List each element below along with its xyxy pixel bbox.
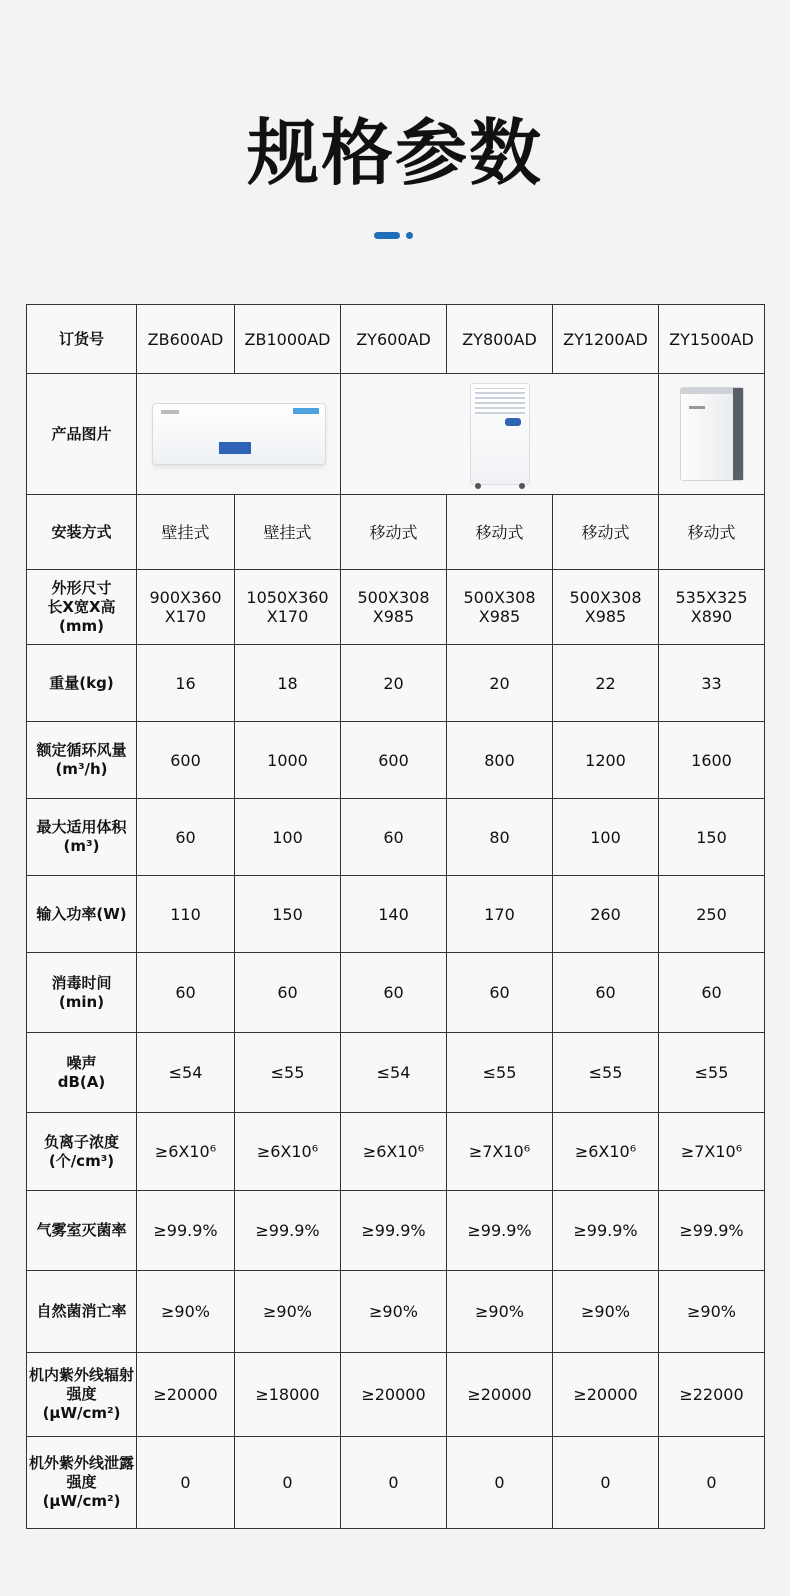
table-cell: ≥20000 [553,1353,659,1437]
table-row [27,1353,765,1437]
table-cell: ≤55 [553,1033,659,1113]
table-cell: 535X325 X890 [659,570,765,645]
row-label: 外形尺寸 长X宽X高 (mm) [27,570,137,645]
row-label: 安装方式 [27,495,137,570]
table-row [27,799,765,876]
table-cell: 22 [553,645,659,722]
table-cell: 移动式 [553,495,659,570]
table-cell: 1200 [553,722,659,799]
table-cell: 0 [137,1437,235,1529]
table-cell: 壁挂式 [235,495,341,570]
table-cell: 60 [447,953,553,1033]
table-cell: ≥20000 [341,1353,447,1437]
table-cell: ≥7X10⁶ [659,1113,765,1191]
table-cell: 0 [341,1437,447,1529]
table-cell: ≤54 [137,1033,235,1113]
table-cell: ≤54 [341,1033,447,1113]
table-cell: 900X360 X170 [137,570,235,645]
table-cell: 60 [553,953,659,1033]
mobile-tower-unit-image [470,383,530,485]
table-row [27,953,765,1033]
table-cell: ZY800AD [447,305,553,374]
table-row [27,876,765,953]
table-row [27,1191,765,1271]
table-cell: 500X308 X985 [447,570,553,645]
product-image-box [659,374,765,495]
table-cell: ≥90% [553,1271,659,1353]
table-row [27,722,765,799]
table-cell: ≥90% [447,1271,553,1353]
table-cell: 18 [235,645,341,722]
table-cell: 0 [447,1437,553,1529]
row-label: 气雾室灭菌率 [27,1191,137,1271]
table-row [27,1271,765,1353]
table-cell: 110 [137,876,235,953]
table-cell: 80 [447,799,553,876]
table-cell: 140 [341,876,447,953]
table-cell: ≥99.9% [447,1191,553,1271]
table-cell: 600 [341,722,447,799]
row-label: 输入功率(W) [27,876,137,953]
table-cell: ≥6X10⁶ [235,1113,341,1191]
table-cell: 60 [235,953,341,1033]
table-cell: ZY1200AD [553,305,659,374]
table-cell: 100 [235,799,341,876]
table-cell: 60 [137,953,235,1033]
table-cell: ≥99.9% [341,1191,447,1271]
row-label: 订货号 [27,305,137,374]
table-row [27,1033,765,1113]
table-cell: ≥22000 [659,1353,765,1437]
table-cell: 移动式 [659,495,765,570]
row-label: 消毒时间 (min) [27,953,137,1033]
table-cell: ≥99.9% [553,1191,659,1271]
table-row [27,1113,765,1191]
title-decoration [0,232,790,240]
table-cell: 100 [553,799,659,876]
table-cell: 60 [341,953,447,1033]
row-label: 产品图片 [27,374,137,495]
table-cell: 壁挂式 [137,495,235,570]
product-image-wall [137,374,341,495]
table-cell: ≥90% [137,1271,235,1353]
table-cell: 150 [659,799,765,876]
table-cell: ≥99.9% [659,1191,765,1271]
row-label: 负离子浓度 (个/cm³) [27,1113,137,1191]
row-label: 自然菌消亡率 [27,1271,137,1353]
wall-mounted-unit-image [152,403,326,465]
table-cell: 1050X360 X170 [235,570,341,645]
table-cell: 150 [235,876,341,953]
table-cell: ≤55 [447,1033,553,1113]
table-cell: ZB600AD [137,305,235,374]
table-cell: 20 [447,645,553,722]
table-cell: ZY600AD [341,305,447,374]
row-label: 机外紫外线泄露 强度(μW/cm²) [27,1437,137,1529]
table-cell: 16 [137,645,235,722]
table-row [27,495,765,570]
table-cell: 250 [659,876,765,953]
table-cell: 60 [137,799,235,876]
product-image-tower [341,374,659,495]
table-cell: 0 [659,1437,765,1529]
table-cell: 170 [447,876,553,953]
table-cell: 0 [235,1437,341,1529]
table-cell: ≥90% [235,1271,341,1353]
table-cell: 1600 [659,722,765,799]
table-cell: ≥18000 [235,1353,341,1437]
spec-table [26,304,765,1529]
table-cell: 60 [659,953,765,1033]
table-cell: 0 [553,1437,659,1529]
table-row [27,305,765,374]
row-label: 机内紫外线辐射 强度(μW/cm²) [27,1353,137,1437]
table-row [27,1437,765,1529]
table-cell: 1000 [235,722,341,799]
page-title: 规格参数 [246,111,543,195]
table-cell: 20 [341,645,447,722]
table-row [27,645,765,722]
table-cell: ≥99.9% [235,1191,341,1271]
table-cell: ≥90% [341,1271,447,1353]
table-cell: ≥6X10⁶ [553,1113,659,1191]
decoration-bar [374,232,400,239]
table-cell: ZY1500AD [659,305,765,374]
table-cell: ≤55 [659,1033,765,1113]
table-cell: 33 [659,645,765,722]
table-cell: 260 [553,876,659,953]
table-cell: ZB1000AD [235,305,341,374]
row-label: 最大适用体积 (m³) [27,799,137,876]
table-cell: 800 [447,722,553,799]
table-cell: 60 [341,799,447,876]
table-cell: 500X308 X985 [341,570,447,645]
table-cell: ≥90% [659,1271,765,1353]
table-cell: ≤55 [235,1033,341,1113]
mobile-box-unit-image [680,387,744,481]
table-cell: ≥20000 [447,1353,553,1437]
table-cell: ≥7X10⁶ [447,1113,553,1191]
table-row [27,570,765,645]
table-cell: ≥99.9% [137,1191,235,1271]
row-label: 噪声 dB(A) [27,1033,137,1113]
decoration-dot [406,232,413,239]
table-cell: ≥6X10⁶ [341,1113,447,1191]
table-cell: 600 [137,722,235,799]
table-cell: 移动式 [447,495,553,570]
table-cell: ≥6X10⁶ [137,1113,235,1191]
table-cell: 移动式 [341,495,447,570]
row-label: 额定循环风量 (m³/h) [27,722,137,799]
table-row [27,374,765,495]
table-cell: 500X308 X985 [553,570,659,645]
row-label: 重量(kg) [27,645,137,722]
table-cell: ≥20000 [137,1353,235,1437]
